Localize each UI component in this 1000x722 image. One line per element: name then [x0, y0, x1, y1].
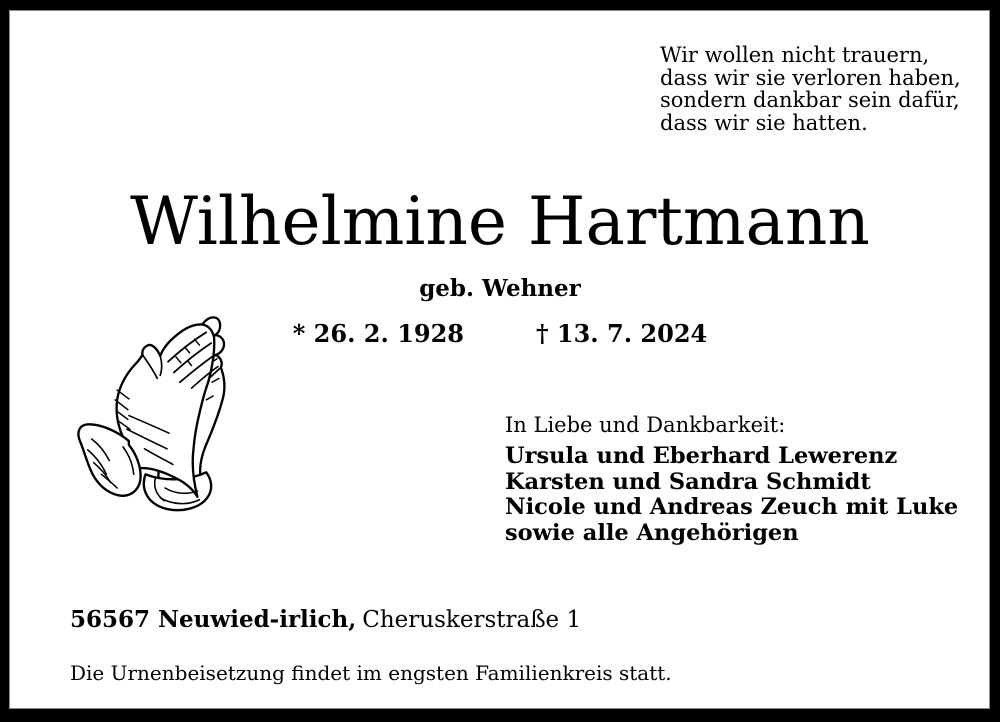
mourner-line: Ursula und Eberhard Lewerenz — [505, 443, 898, 469]
address-street: Cheruskerstraße 1 — [362, 607, 582, 633]
death-date: † 13. 7. 2024 — [536, 319, 708, 348]
birth-date: * 26. 2. 1928 — [292, 319, 464, 348]
address-line — [70, 607, 581, 633]
praying-hands-icon — [70, 300, 270, 535]
mourner-line: Nicole und Andreas Zeuch mit Luke — [505, 494, 959, 520]
quote-line: sondern dankbar sein dafür, — [660, 88, 960, 113]
quote-line: Wir wollen nicht trauern, — [660, 43, 930, 67]
address-city: 56567 Neuwied-irlich, — [70, 606, 357, 633]
mourner-line: Karsten und Sandra Schmidt — [505, 468, 871, 495]
tribute-intro: In Liebe und Dankbarkeit: — [505, 413, 786, 437]
deceased-name: Wilhelmine Hartmann — [130, 183, 870, 260]
mourners-list — [505, 444, 958, 546]
funeral-note: Die Urnenbeisetzung findet im engsten Familienkreis statt. — [70, 661, 672, 685]
memorial-quote — [660, 44, 961, 134]
quote-line: dass wir sie hatten. — [660, 110, 868, 135]
maiden-name: geb. Wehner — [419, 275, 581, 302]
quote-line: dass wir sie verloren haben, — [660, 65, 961, 90]
mourner-line: sowie alle Angehörigen — [505, 519, 799, 546]
